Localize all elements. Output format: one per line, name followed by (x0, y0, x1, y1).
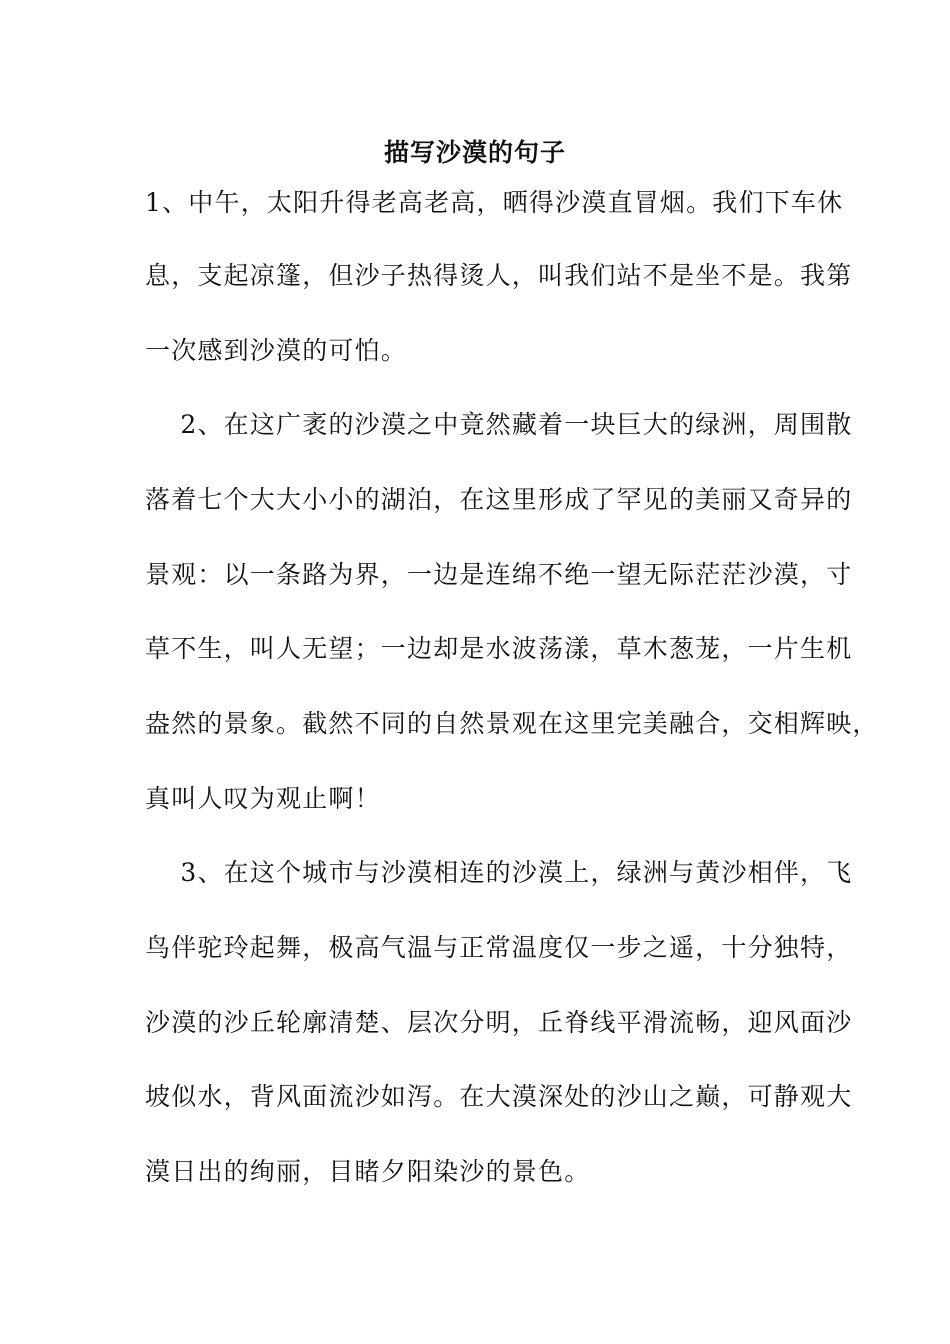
text-line: 景观：以一条路为界，一边是连绵不绝一望无际茫茫沙漠，寸 (145, 560, 853, 589)
text-line: 坡似水，背风面流沙如泻。在大漠深处的沙山之巅，可静观大 (145, 1082, 853, 1111)
text-line: 草不生，叫人无望；一边却是水波荡漾，草木葱茏，一片生机 (145, 634, 853, 663)
text-line: 2、在这广袤的沙漠之中竟然藏着一块巨大的绿洲，周围散 (145, 410, 853, 439)
document-title: 描写沙漠的句子 (383, 138, 566, 167)
text-line: 盎然的景象。截然不同的自然景观在这里完美融合，交相辉映， (145, 709, 879, 738)
text-line: 1、中午，太阳升得老高老高，晒得沙漠直冒烟。我们下车休 (145, 188, 844, 217)
text-line: 鸟伴驼玲起舞，极高气温与正常温度仅一步之遥，十分独特， (145, 933, 853, 962)
text-line: 息，支起凉篷，但沙子热得烫人，叫我们站不是坐不是。我第 (145, 261, 853, 290)
text-line: 落着七个大大小小的湖泊，在这里形成了罕见的美丽又奇异的 (145, 485, 853, 514)
text-line: 真叫人叹为观止啊！ (145, 784, 381, 813)
text-line: 3、在这个城市与沙漠相连的沙漠上，绿洲与黄沙相伴，飞 (145, 858, 853, 887)
text-line: 漠日出的绚丽，目睹夕阳染沙的景色。 (145, 1157, 591, 1186)
text-line: 沙漠的沙丘轮廓清楚、层次分明，丘脊线平滑流畅，迎风面沙 (145, 1008, 853, 1037)
text-line: 一次感到沙漠的可怕。 (145, 336, 408, 365)
